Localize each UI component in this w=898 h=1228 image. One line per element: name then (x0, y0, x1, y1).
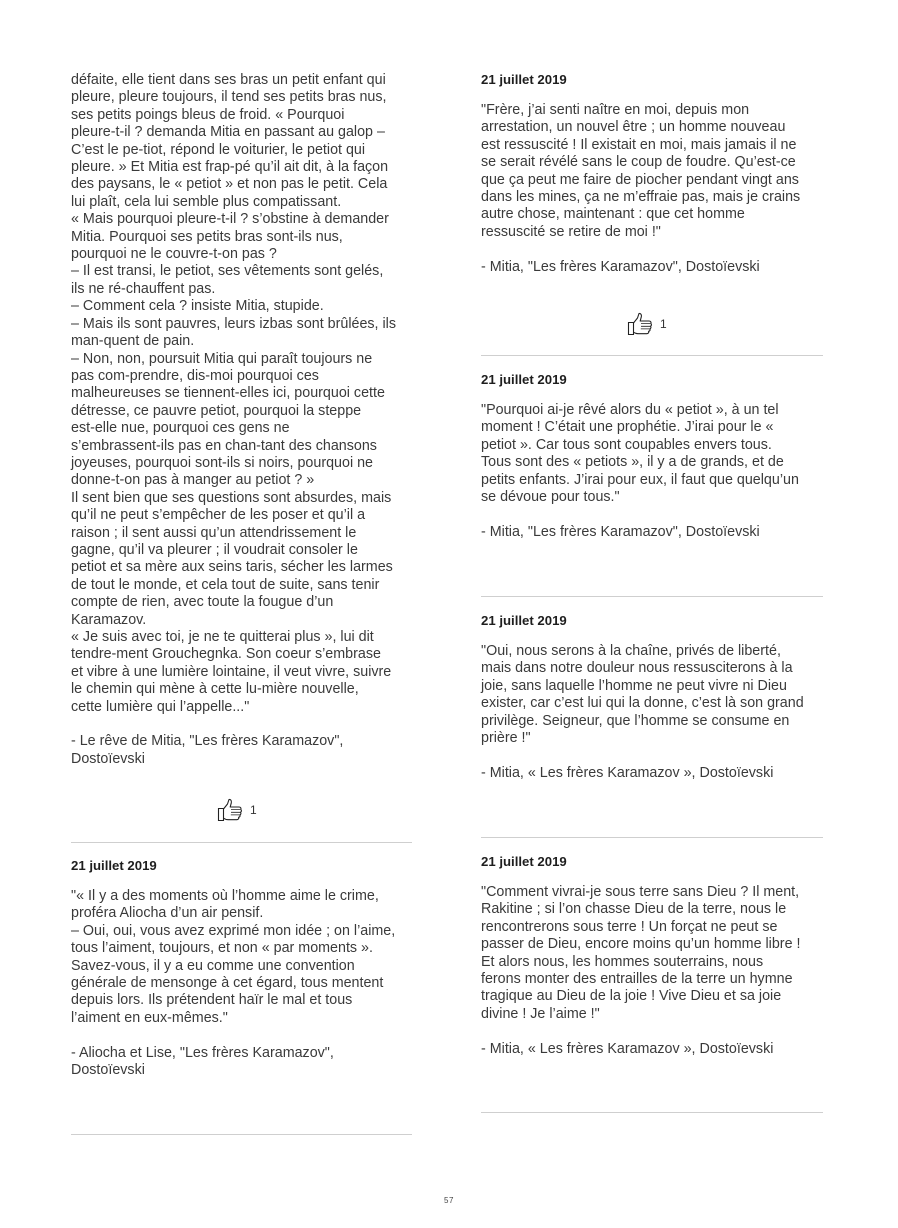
post-text: "Frère, j’ai senti naître en moi, depuis mon arrestation, un nouvel être ; un homme nouveau est ressuscité ! Il existait en moi, mais jamais il ne se serait révélé sans le coup de foudre. Qu’est-ce que ça peut me faire de piocher pendant vingt ans dans les mines, ça ne m’effraie pas, mais je crains autre chose, maintenant : que cet homme ressuscité se retire de moi !" - Mitia, "Les frères Karamazov", Dostoïevski (481, 102, 801, 275)
thumbs-up-icon (627, 312, 653, 336)
post-petiot (481, 372, 823, 541)
post-text: "Oui, nous serons à la chaîne, privés de liberté, mais dans notre douleur nous ressusciterons à la joie, sans laquelle l’homme ne peut vivre ni Dieu exister, car c’est lui qui la donne, c’est là son grand privilège. Seigneur, que l’homme se consume en prière !" - Mitia, « Les frères Karamazov », Dostoïevski (481, 643, 804, 781)
post-divider (481, 596, 823, 597)
post-divider (481, 1112, 823, 1113)
post-date: 21 juillet 2019 (481, 854, 567, 869)
post-chaine (481, 613, 823, 782)
post-date: 21 juillet 2019 (481, 613, 567, 628)
post-frere (481, 72, 823, 276)
post-text: défaite, elle tient dans ses bras un petit enfant qui pleure, pleure toujours, il tend ses petits bras nus, ses petits poings bleus de froid. « Pourquoi pleure-t-il ? demanda Mitia en passant au galop – C’est le pe-tiot, répond le voiturier, le petiot qui pleure. » Et Mitia est frap-pé qu’il ait dit, à la façon des paysans, le « petiot » et non pas le petit. Cela lui plaît, cela lui semble plus compatissant. « Mais pourquoi pleure-t-il ? s’obstine à demander Mitia. Pourquoi ses petits bras sont-ils nus, pourquoi ne le couvre-t-on pas ? – Il est transi, le petiot, ses vêtements sont gelés, ils ne ré-chauffent pas. – Comment cela ? insiste Mitia, stupide. – Mais ils sont pauvres, leurs izbas sont brûlées, ils man-quent de pain. – Non, non, poursuit Mitia qui paraît toujours ne pas com-prendre, dis-moi pourquoi ces malheureuses se tiennent-elles ici, pourquoi cette détresse, ce pauvre petiot, pourquoi la steppe est-elle nue, pourquoi ces gens ne s’embrassent-ils pas en chan-tant des chansons joyeuses, pourquoi sont-ils si noirs, pourquoi ne donne-t-on pas à manger au petiot ? » Il sent bien que ses questions sont absurdes, mais qu’il ne peut s’empêcher de les poser et qu’il a raison ; il sent aussi qu’un attendrissement le gagne, qu’il va pleurer ; il voudrait consoler le petiot et sa mère aux seins taris, sécher les larmes de tout le monde, et cela tout de suite, sans tenir compte de rien, avec toute la fougue d’un Karamazov. « Je suis avec toi, je ne te quitterai plus », lui dit tendre-ment Grouchegnka. Son coeur s’embrase et vibre à une lumière lointaine, il veut vivre, suivre le chemin qui mène à cette lu-mière nouvelle, cette lumière qui l’appelle..." - Le rêve de Mitia, "Les frères Karamazov", Dostoïevski (71, 72, 396, 767)
post-aliocha (71, 858, 412, 1079)
like-button[interactable] (627, 312, 667, 336)
like-count: 1 (250, 803, 257, 817)
post-date: 21 juillet 2019 (481, 72, 567, 87)
post-divider (481, 355, 823, 356)
post-date: 21 juillet 2019 (71, 858, 157, 873)
post-date: 21 juillet 2019 (481, 372, 567, 387)
post-text: "Comment vivrai-je sous terre sans Dieu ? Il ment, Rakitine ; si l’on chasse Dieu de la terre, nous le rencontrerons sous terre ! Un forçat ne peut se passer de Dieu, encore moins qu’un homme libre ! Et alors nous, les hommes souterrains, nous ferons monter des entrailles de la terre un hymne tragique au Dieu de la joie ! Vive Dieu et sa joie divine ! Je l’aime !" - Mitia, « Les frères Karamazov », Dostoïevski (481, 884, 801, 1057)
like-button[interactable] (217, 798, 257, 822)
like-count: 1 (660, 317, 667, 331)
thumbs-up-icon (217, 798, 243, 822)
post-text: "Pourquoi ai-je rêvé alors du « petiot », à un tel moment ! C’était une prophétie. J’irai pour le « petiot ». Car tous sont coupables envers tous. Tous sont des « petiots », il y a de grands, et de petits enfants. J’irai pour eux, il faut que quelqu’un se dévoue pour tous." - Mitia, "Les frères Karamazov", Dostoïevski (481, 402, 799, 540)
post-souterrains (481, 854, 823, 1058)
page-number: 57 (444, 1196, 454, 1205)
post-divider (71, 1134, 412, 1135)
continued-post (71, 72, 412, 768)
post-divider (481, 837, 823, 838)
post-divider (71, 842, 412, 843)
post-text: "« Il y a des moments où l’homme aime le crime, proféra Aliocha d’un air pensif. – Oui, oui, vous avez exprimé mon idée ; on l’aime, tous l’aiment, toujours, et non « par moments ». Savez-vous, il y a eu comme une convention générale de mensonge à cet égard, tous mentent depuis lors. Ils prétendent haïr le mal et tous l’aiment en eux-mêmes." - Aliocha et Lise, "Les frères Karamazov", Dostoïevski (71, 888, 396, 1079)
